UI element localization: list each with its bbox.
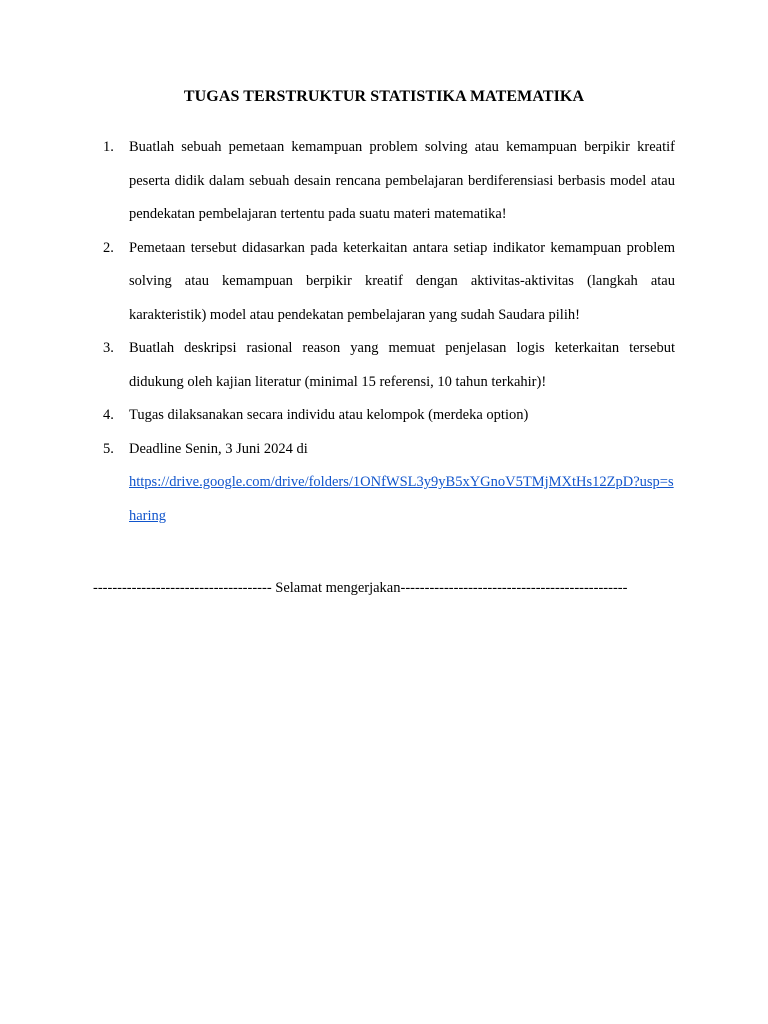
list-item [94,232,675,333]
item-text: Pemetaan tersebut didasarkan pada keterkaitan antara setiap indikator kemampuan problem solving atau kemampuan berpikir kreatif dengan aktivitas-aktivitas (langkah atau karakteristik) model atau pendekatan pembelajaran yang sudah Saudara pilih! [129,239,675,323]
item-number: 2. [103,239,114,256]
task-list [94,131,675,533]
item-text: Buatlah sebuah pemetaan kemampuan problem solving atau kemampuan berpikir kreatif peserta didik dalam sebuah desain rencana pembelajaran berdiferensiasi berbasis model atau pendekatan pembelajaran tertentu pada suatu materi matematika! [129,139,675,222]
closing-line: ------------------------------------- Selamat mengerjakan----------------------------------------------- [93,580,628,596]
item-number: 5. [103,440,114,457]
item-text: Buatlah deskripsi rasional reason yang memuat penjelasan logis keterkaitan tersebut didukung oleh kajian literatur (minimal 15 referensi, 10 tahun terkahir)! [129,340,675,390]
item-number: 4. [103,407,114,423]
list-item [94,399,675,433]
item-text-with-link [129,433,675,534]
document-title: TUGAS TERSTRUKTUR STATISTIKA MATEMATIKA [183,88,585,105]
list-item [94,131,675,232]
drive-link[interactable]: https://drive.google.com/drive/folders/1ONfWSL3y9yB5xYGnoV5TMjMXtHs12ZpD?usp=sharing [129,474,674,524]
list-item [94,332,675,399]
deadline-text: Deadline Senin, 3 Juni 2024 di [129,440,308,457]
item-text: Tugas dilaksanakan secara individu atau kelompok (merdeka option) [129,407,529,423]
item-number: 3. [103,340,114,356]
list-item [94,433,675,534]
item-number: 1. [103,139,114,155]
